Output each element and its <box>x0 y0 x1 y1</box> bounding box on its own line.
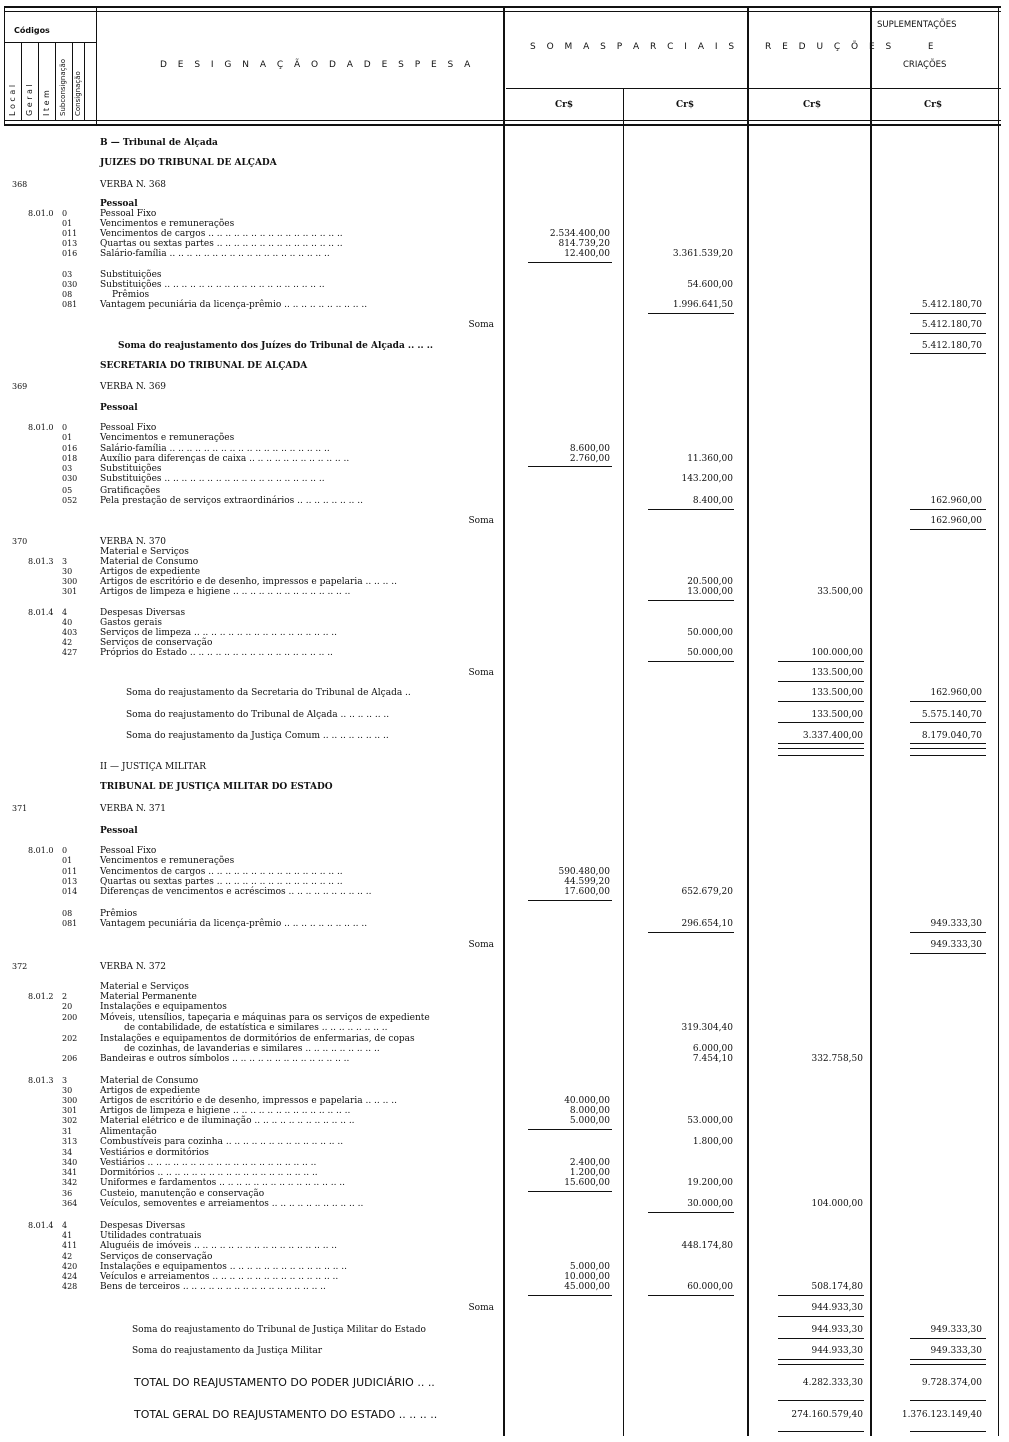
value-parcial-2: 30.000,00 <box>687 1199 733 1209</box>
item-code: 030 <box>62 280 78 289</box>
sum-rule <box>528 262 612 263</box>
line-description: Vencimentos e remunerações <box>100 219 235 229</box>
soma-label: Soma <box>468 1303 494 1313</box>
item-code: 411 <box>62 1241 78 1250</box>
sum-rule <box>910 313 986 314</box>
value-parcial-1: 590.480,00 <box>558 867 610 877</box>
currency-col2: Cr$ <box>676 100 695 110</box>
header-geral: G e r a l <box>25 84 34 116</box>
sum-rule <box>910 701 986 702</box>
item-code: 4 <box>62 608 68 617</box>
item-code: 202 <box>62 1034 78 1043</box>
line-description: Soma do reajustamento da Justiça Comum .. .. .. .. .. .. .. .. <box>126 731 389 741</box>
value-reducoes: 4.282.333,30 <box>802 1378 863 1388</box>
geral-code: 8.01.4 <box>28 1221 54 1230</box>
item-code: 011 <box>62 229 78 238</box>
item-code: 03 <box>62 270 73 279</box>
line-description: Salário-família .. .. .. .. .. .. .. .. .. .. .. .. .. .. .. .. .. .. .. <box>100 444 330 454</box>
line-description: Pessoal Fixo <box>100 423 157 433</box>
value-reducoes: 100.000,00 <box>811 648 863 658</box>
line-description: VERBA N. 372 <box>100 962 167 972</box>
line-description: Vestiários e dormitórios <box>100 1148 209 1158</box>
line-description: Bens de terceiros .. .. .. .. .. .. .. .. .. .. .. .. .. .. .. .. .. <box>100 1282 326 1292</box>
sum-rule <box>778 701 864 702</box>
line-description: Despesas Diversas <box>100 1221 186 1231</box>
value-reducoes: 33.500,00 <box>817 587 863 597</box>
line-description: Substituições .. .. .. .. .. .. .. .. .. .. .. .. .. .. .. .. .. .. .. <box>100 474 325 484</box>
header-item: I t e m <box>42 90 51 116</box>
line-description: Soma do reajustamento do Tribunal de Justiça Militar do Estado <box>132 1325 426 1335</box>
line-description: Utilidades contratuais <box>100 1231 202 1241</box>
value-parcial-1: 15.600,00 <box>564 1178 610 1188</box>
value-suplementacoes: 5.412.180,70 <box>921 300 982 310</box>
codigos-rule <box>4 42 96 43</box>
line-description: Material elétrico e de iluminação .. .. .. .. .. .. .. .. .. .. .. .. <box>100 1116 355 1126</box>
item-code: 36 <box>62 1189 73 1198</box>
value-parcial-1: 2.400,00 <box>569 1158 610 1168</box>
value-parcial-1: 2.760,00 <box>569 454 610 464</box>
line-description: JUIZES DO TRIBUNAL DE ALÇADA <box>100 158 277 168</box>
line-description: Bandeiras e outros símbolos .. .. .. .. .. .. .. .. .. .. .. .. .. .. <box>100 1054 350 1064</box>
value-parcial-2: 319.304,40 <box>681 1023 733 1033</box>
value-parcial-1: 12.400,00 <box>564 249 610 259</box>
geral-code: 8.01.2 <box>28 992 54 1001</box>
line-description: Soma do reajustamento da Justiça Militar <box>132 1346 323 1356</box>
sum-rule <box>910 333 986 334</box>
value-suplementacoes: 1.376.123.149,40 <box>901 1410 982 1420</box>
local-code: 371 <box>12 804 28 813</box>
sum-rule <box>648 509 734 510</box>
line-description: Uniformes e fardamentos .. .. .. .. .. .. .. .. .. .. .. .. .. .. .. <box>100 1178 346 1188</box>
line-description: Vestiários .. .. .. .. .. .. .. .. .. .. .. .. .. .. .. .. .. .. .. .. <box>100 1158 317 1168</box>
item-code: 200 <box>62 1013 78 1022</box>
line-description: de cozinhas, de lavanderias e similares .. .. .. .. .. .. .. .. .. <box>124 1044 380 1054</box>
sum-rule <box>778 722 864 723</box>
sum-rule <box>528 1295 612 1296</box>
header-somas-parciais: S O M A S P A R C I A I S <box>530 42 739 52</box>
item-code: 30 <box>62 567 73 576</box>
line-description: de contabilidade, de estatística e similares .. .. .. .. .. .. .. .. <box>124 1023 388 1033</box>
line-description: Despesas Diversas <box>100 608 186 618</box>
item-code: 3 <box>62 557 68 566</box>
item-code: 42 <box>62 1252 73 1261</box>
item-code: 0 <box>62 846 68 855</box>
item-code: 01 <box>62 433 73 442</box>
value-parcial-1: 814.739,20 <box>558 239 610 249</box>
sum-rule <box>648 313 734 314</box>
item-code: 030 <box>62 474 78 483</box>
item-code: 3 <box>62 1076 68 1085</box>
item-code: 081 <box>62 300 78 309</box>
value-reducoes: 133.500,00 <box>811 710 863 720</box>
geral-code: 8.01.0 <box>28 209 54 218</box>
line-description: Pela prestação de serviços extraordinários .. .. .. .. .. .. .. .. <box>100 496 363 506</box>
line-description: Auxílio para diferenças de caixa .. .. .. .. .. .. .. .. .. .. .. .. <box>100 454 350 464</box>
item-code: 428 <box>62 1282 78 1291</box>
currency-col3: Cr$ <box>803 100 822 110</box>
geral-code: 8.01.3 <box>28 1076 54 1085</box>
line-description: B — Tribunal de Alçada <box>100 138 218 148</box>
col-line-designacao <box>503 6 505 1436</box>
value-parcial-2: 7.454,10 <box>692 1054 733 1064</box>
line-description: Artigos de expediente <box>100 567 201 577</box>
soma-label: Soma <box>468 940 494 950</box>
line-description: Substituições <box>100 270 162 280</box>
header-local: L o c a l <box>8 84 17 116</box>
line-description: Artigos de escritório e de desenho, impressos e papelaria .. .. .. .. <box>100 577 397 587</box>
value-parcial-1: 10.000,00 <box>564 1272 610 1282</box>
sum-rule <box>648 600 734 601</box>
line-description: Vencimentos de cargos .. .. .. .. .. .. .. .. .. .. .. .. .. .. .. .. <box>100 229 343 239</box>
item-code: 313 <box>62 1137 78 1146</box>
header-vline-3 <box>55 42 56 120</box>
sum-rule <box>910 743 986 744</box>
value-parcial-2: 8.400,00 <box>692 496 733 506</box>
sum-rule <box>910 748 986 749</box>
col-line-parciais <box>747 6 749 1436</box>
value-parcial-2: 54.600,00 <box>687 280 733 290</box>
value-reducoes: 3.337.400,00 <box>802 731 863 741</box>
sum-rule <box>528 1191 612 1192</box>
item-code: 01 <box>62 219 73 228</box>
item-code: 0 <box>62 423 68 432</box>
line-description: Vencimentos e remunerações <box>100 856 235 866</box>
item-code: 301 <box>62 587 78 596</box>
value-parcial-2: 143.200,00 <box>681 474 733 484</box>
line-description: Pessoal <box>100 826 138 836</box>
line-description: Prêmios <box>100 909 138 919</box>
sum-rule <box>778 1431 864 1432</box>
value-parcial-2: 448.174,80 <box>681 1241 733 1251</box>
line-description: Quartas ou sextas partes .. .. .. .. .. .. .. .. .. .. .. .. .. .. .. <box>100 877 343 887</box>
line-description: TRIBUNAL DE JUSTIÇA MILITAR DO ESTADO <box>100 782 333 792</box>
line-description: VERBA N. 370 <box>100 537 167 547</box>
line-description: Soma do reajustamento do Tribunal de Alçada .. .. .. .. .. .. <box>126 710 390 720</box>
value-parcial-2: 652.679,20 <box>681 887 733 897</box>
sum-rule <box>910 353 986 354</box>
value-parcial-1: 5.000,00 <box>569 1116 610 1126</box>
local-code: 369 <box>12 382 28 391</box>
line-description: SECRETARIA DO TRIBUNAL DE ALÇADA <box>100 361 308 371</box>
item-code: 301 <box>62 1106 78 1115</box>
value-parcial-2: 53.000,00 <box>687 1116 733 1126</box>
line-description: Substituições <box>100 464 162 474</box>
item-code: 341 <box>62 1168 78 1177</box>
value-parcial-1: 40.000,00 <box>564 1096 610 1106</box>
line-description: Instalações e equipamentos <box>100 1002 227 1012</box>
value-parcial-2: 50.000,00 <box>687 628 733 638</box>
sum-rule <box>528 900 612 901</box>
line-description: Vantagem pecuniária da licença-prêmio .. .. .. .. .. .. .. .. .. .. <box>100 919 368 929</box>
header-vline-2 <box>38 42 39 120</box>
value-parcial-1: 8.600,00 <box>569 444 610 454</box>
sum-rule <box>778 1338 864 1339</box>
sum-rule <box>778 743 864 744</box>
sum-rule <box>910 932 986 933</box>
sum-rule <box>910 722 986 723</box>
header-reducoes: R E D U Ç Õ E S <box>765 42 896 52</box>
line-description: Serviços de limpeza .. .. .. .. .. .. .. .. .. .. .. .. .. .. .. .. .. <box>100 628 338 638</box>
item-code: 052 <box>62 496 78 505</box>
item-code: 081 <box>62 919 78 928</box>
sum-rule <box>528 1129 612 1130</box>
value-suplementacoes: 5.412.180,70 <box>921 341 982 351</box>
value-suplementacoes: 949.333,30 <box>930 1346 982 1356</box>
item-code: 4 <box>62 1221 68 1230</box>
col-line-right <box>998 6 999 1436</box>
value-parcial-2: 20.500,00 <box>687 577 733 587</box>
value-suplementacoes: 162.960,00 <box>930 688 982 698</box>
item-code: 05 <box>62 486 73 495</box>
item-code: 016 <box>62 249 78 258</box>
sum-rule <box>778 1400 864 1401</box>
item-code: 206 <box>62 1054 78 1063</box>
header-e: E <box>928 42 934 52</box>
line-description: VERBA N. 368 <box>100 180 167 190</box>
line-description: Artigos de limpeza e higiene .. .. .. .. .. .. .. .. .. .. .. .. .. .. <box>100 587 351 597</box>
item-code: 420 <box>62 1262 78 1271</box>
line-description: Custeio, manutenção e conservação <box>100 1189 265 1199</box>
value-suplementacoes: 949.333,30 <box>930 1325 982 1335</box>
line-description: Combustíveis para cozinha .. .. .. .. .. .. .. .. .. .. .. .. .. .. <box>100 1137 344 1147</box>
line-description: Serviços de conservação <box>100 638 213 648</box>
item-code: 424 <box>62 1272 78 1281</box>
value-reducoes: 274.160.579,40 <box>791 1410 863 1420</box>
item-code: 427 <box>62 648 78 657</box>
item-code: 34 <box>62 1148 73 1157</box>
line-description: Pessoal Fixo <box>100 846 157 856</box>
value-parcial-1: 2.534.400,00 <box>549 229 610 239</box>
header-vline-4 <box>72 42 73 120</box>
line-description: Serviços de conservação <box>100 1252 213 1262</box>
sum-rule <box>778 681 864 682</box>
header-designacao: D E S I G N A Ç Ã O D A D E S P E S A <box>160 60 475 70</box>
item-code: 2 <box>62 992 68 1001</box>
item-code: 42 <box>62 638 73 647</box>
value-parcial-1: 8.000,00 <box>569 1106 610 1116</box>
value-parcial-1: 1.200,00 <box>569 1168 610 1178</box>
value-parcial-2: 50.000,00 <box>687 648 733 658</box>
item-code: 014 <box>62 887 78 896</box>
header-codigos: Códigos <box>14 26 50 35</box>
line-description: Prêmios <box>112 290 150 300</box>
sum-rule <box>778 1295 864 1296</box>
sum-rule <box>778 1316 864 1317</box>
currency-col4: Cr$ <box>924 100 943 110</box>
item-code: 0 <box>62 209 68 218</box>
geral-code: 8.01.3 <box>28 557 54 566</box>
sum-rule <box>778 748 864 749</box>
line-description: Vencimentos e remunerações <box>100 433 235 443</box>
line-description: Salário-família .. .. .. .. .. .. .. .. .. .. .. .. .. .. .. .. .. .. .. <box>100 249 330 259</box>
item-code: 342 <box>62 1178 78 1187</box>
geral-code: 8.01.0 <box>28 423 54 432</box>
value-parcial-2: 60.000,00 <box>687 1282 733 1292</box>
item-code: 03 <box>62 464 73 473</box>
value-suplementacoes: 5.575.140,70 <box>921 710 982 720</box>
line-description: Gastos gerais <box>100 618 162 628</box>
geral-code: 8.01.4 <box>28 608 54 617</box>
item-code: 300 <box>62 577 78 586</box>
line-description: Substituições .. .. .. .. .. .. .. .. .. .. .. .. .. .. .. .. .. .. .. <box>100 280 325 290</box>
sum-rule <box>778 661 864 662</box>
sum-rule <box>910 1400 986 1401</box>
line-description: TOTAL GERAL DO REAJUSTAMENTO DO ESTADO .. .. .. .. <box>134 1408 438 1421</box>
item-code: 013 <box>62 239 78 248</box>
line-description: Material de Consumo <box>100 557 199 567</box>
value-parcial-2: 19.200,00 <box>687 1178 733 1188</box>
sum-rule <box>910 529 986 530</box>
sum-rule <box>778 1364 864 1365</box>
value-suplementacoes: 949.333,30 <box>930 919 982 929</box>
local-code: 368 <box>12 180 28 189</box>
soma-label: Soma <box>468 668 494 678</box>
value-reducoes: 332.758,50 <box>811 1054 863 1064</box>
line-description: Material e Serviços <box>100 547 189 557</box>
line-description: Soma do reajustamento dos Juízes do Tribunal de Alçada .. .. .. <box>118 341 433 351</box>
sum-rule <box>910 1364 986 1365</box>
value-parcial-2: 1.996.641,50 <box>672 300 733 310</box>
value-parcial-2: 6.000,00 <box>692 1044 733 1054</box>
sum-rule <box>648 1212 734 1213</box>
value-suplementacoes: 949.333,30 <box>930 940 982 950</box>
line-description: Pessoal Fixo <box>100 209 157 219</box>
currency-col1: Cr$ <box>555 100 574 110</box>
line-description: Vantagem pecuniária da licença-prêmio .. .. .. .. .. .. .. .. .. .. <box>100 300 368 310</box>
line-description: Dormitórios .. .. .. .. .. .. .. .. .. .. .. .. .. .. .. .. .. .. .. <box>100 1168 318 1178</box>
line-description: Instalações e equipamentos .. .. .. .. .. .. .. .. .. .. .. .. .. .. <box>100 1262 348 1272</box>
line-description: Alimentação <box>100 1127 157 1137</box>
item-code: 30 <box>62 1086 73 1095</box>
line-description: Material e Serviços <box>100 982 189 992</box>
line-description: Material de Consumo <box>100 1076 199 1086</box>
value-parcial-2: 11.360,00 <box>687 454 733 464</box>
value-parcial-2: 3.361.539,20 <box>672 249 733 259</box>
line-description: Veículos, semoventes e arreiamentos .. .. .. .. .. .. .. .. .. .. .. <box>100 1199 364 1209</box>
item-code: 403 <box>62 628 78 637</box>
line-description: Diferenças de vencimentos e acréscimos .. .. .. .. .. .. .. .. .. .. <box>100 887 372 897</box>
value-reducoes: 944.933,30 <box>811 1303 863 1313</box>
line-description: VERBA N. 369 <box>100 382 167 392</box>
line-description: Artigos de limpeza e higiene .. .. .. .. .. .. .. .. .. .. .. .. .. .. <box>100 1106 351 1116</box>
local-code: 370 <box>12 537 28 546</box>
sum-rule <box>778 755 864 756</box>
value-parcial-1: 5.000,00 <box>569 1262 610 1272</box>
line-description: Veículos e arreiamentos .. .. .. .. .. .. .. .. .. .. .. .. .. .. .. <box>100 1272 339 1282</box>
line-description: Móveis, utensílios, tapeçaria e máquinas para os serviços de expediente <box>100 1013 430 1023</box>
sum-rule <box>910 1431 986 1432</box>
line-description: Soma do reajustamento da Secretaria do Tribunal de Alçada .. <box>126 688 411 698</box>
header-vline-1 <box>21 42 22 120</box>
col-line-somas <box>623 88 624 1436</box>
value-parcial-1: 45.000,00 <box>564 1282 610 1292</box>
item-code: 20 <box>62 1002 73 1011</box>
item-code: 016 <box>62 444 78 453</box>
geral-code: 8.01.0 <box>28 846 54 855</box>
value-parcial-2: 1.800,00 <box>692 1137 733 1147</box>
value-parcial-2: 296.654,10 <box>681 919 733 929</box>
line-description: II — JUSTIÇA MILITAR <box>100 762 207 772</box>
line-description: TOTAL DO REAJUSTAMENTO DO PODER JUDICIÁRIO .. .. <box>134 1376 435 1389</box>
line-description: VERBA N. 371 <box>100 804 167 814</box>
value-reducoes: 944.933,30 <box>811 1325 863 1335</box>
line-description: Vencimentos de cargos .. .. .. .. .. .. .. .. .. .. .. .. .. .. .. .. <box>100 867 343 877</box>
item-code: 08 <box>62 290 73 299</box>
line-description: Próprios do Estado .. .. .. .. .. .. .. .. .. .. .. .. .. .. .. .. .. <box>100 648 333 658</box>
sum-rule <box>910 509 986 510</box>
line-description: Pessoal <box>100 403 138 413</box>
item-code: 013 <box>62 877 78 886</box>
value-reducoes: 508.174,80 <box>811 1282 863 1292</box>
sum-rule <box>648 1295 734 1296</box>
sum-rule <box>910 1338 986 1339</box>
item-code: 011 <box>62 867 78 876</box>
item-code: 340 <box>62 1158 78 1167</box>
sum-rule <box>528 466 612 467</box>
line-description: Quartas ou sextas partes .. .. .. .. .. .. .. .. .. .. .. .. .. .. .. <box>100 239 343 249</box>
item-code: 300 <box>62 1096 78 1105</box>
value-suplementacoes: 9.728.374,00 <box>921 1378 982 1388</box>
item-code: 40 <box>62 618 73 627</box>
sum-rule <box>910 1359 986 1360</box>
sum-rule <box>778 1359 864 1360</box>
item-code: 364 <box>62 1199 78 1208</box>
item-code: 01 <box>62 856 73 865</box>
item-code: 018 <box>62 454 78 463</box>
value-reducoes: 944.933,30 <box>811 1346 863 1356</box>
line-description: Artigos de expediente <box>100 1086 201 1096</box>
value-reducoes: 133.500,00 <box>811 688 863 698</box>
value-parcial-2: 13.000,00 <box>687 587 733 597</box>
sum-rule <box>648 661 734 662</box>
value-reducoes: 133.500,00 <box>811 668 863 678</box>
local-code: 372 <box>12 962 28 971</box>
soma-label: Soma <box>468 320 494 330</box>
value-suplementacoes: 8.179.040,70 <box>921 731 982 741</box>
header-consignacao: Consignação <box>74 71 82 116</box>
header-vline-codes <box>96 6 97 126</box>
soma-label: Soma <box>468 516 494 526</box>
value-parcial-1: 44.599,20 <box>564 877 610 887</box>
item-code: 08 <box>62 909 73 918</box>
sum-rule <box>910 755 986 756</box>
item-code: 31 <box>62 1127 73 1136</box>
value-suplementacoes: 162.960,00 <box>930 516 982 526</box>
header-criacoes: CRIAÇÕES <box>903 60 947 70</box>
value-reducoes: 104.000,00 <box>811 1199 863 1209</box>
item-code: 41 <box>62 1231 73 1240</box>
line-description: Artigos de escritório e de desenho, impressos e papelaria .. .. .. .. <box>100 1096 397 1106</box>
header-vline-left <box>4 6 5 126</box>
item-code: 302 <box>62 1116 78 1125</box>
value-suplementacoes: 162.960,00 <box>930 496 982 506</box>
currency-rule <box>506 88 1001 89</box>
header-subconsignacao: Subconsignação <box>59 58 67 116</box>
line-description: Aluguéis de imóveis .. .. .. .. .. .. .. .. .. .. .. .. .. .. .. .. .. <box>100 1241 338 1251</box>
value-suplementacoes: 5.412.180,70 <box>921 320 982 330</box>
line-description: Instalações e equipamentos de dormitórios de enfermarias, de copas <box>100 1034 415 1044</box>
sum-rule <box>910 953 986 954</box>
sum-rule <box>648 932 734 933</box>
col-line-reducoes <box>870 6 872 1436</box>
line-description: Gratificações <box>100 486 161 496</box>
line-description: Pessoal <box>100 199 138 209</box>
header-vline-5 <box>84 42 85 120</box>
line-description: Material Permanente <box>100 992 197 1002</box>
header-suplementacoes: SUPLEMENTAÇÕES <box>877 20 957 30</box>
value-parcial-1: 17.600,00 <box>564 887 610 897</box>
